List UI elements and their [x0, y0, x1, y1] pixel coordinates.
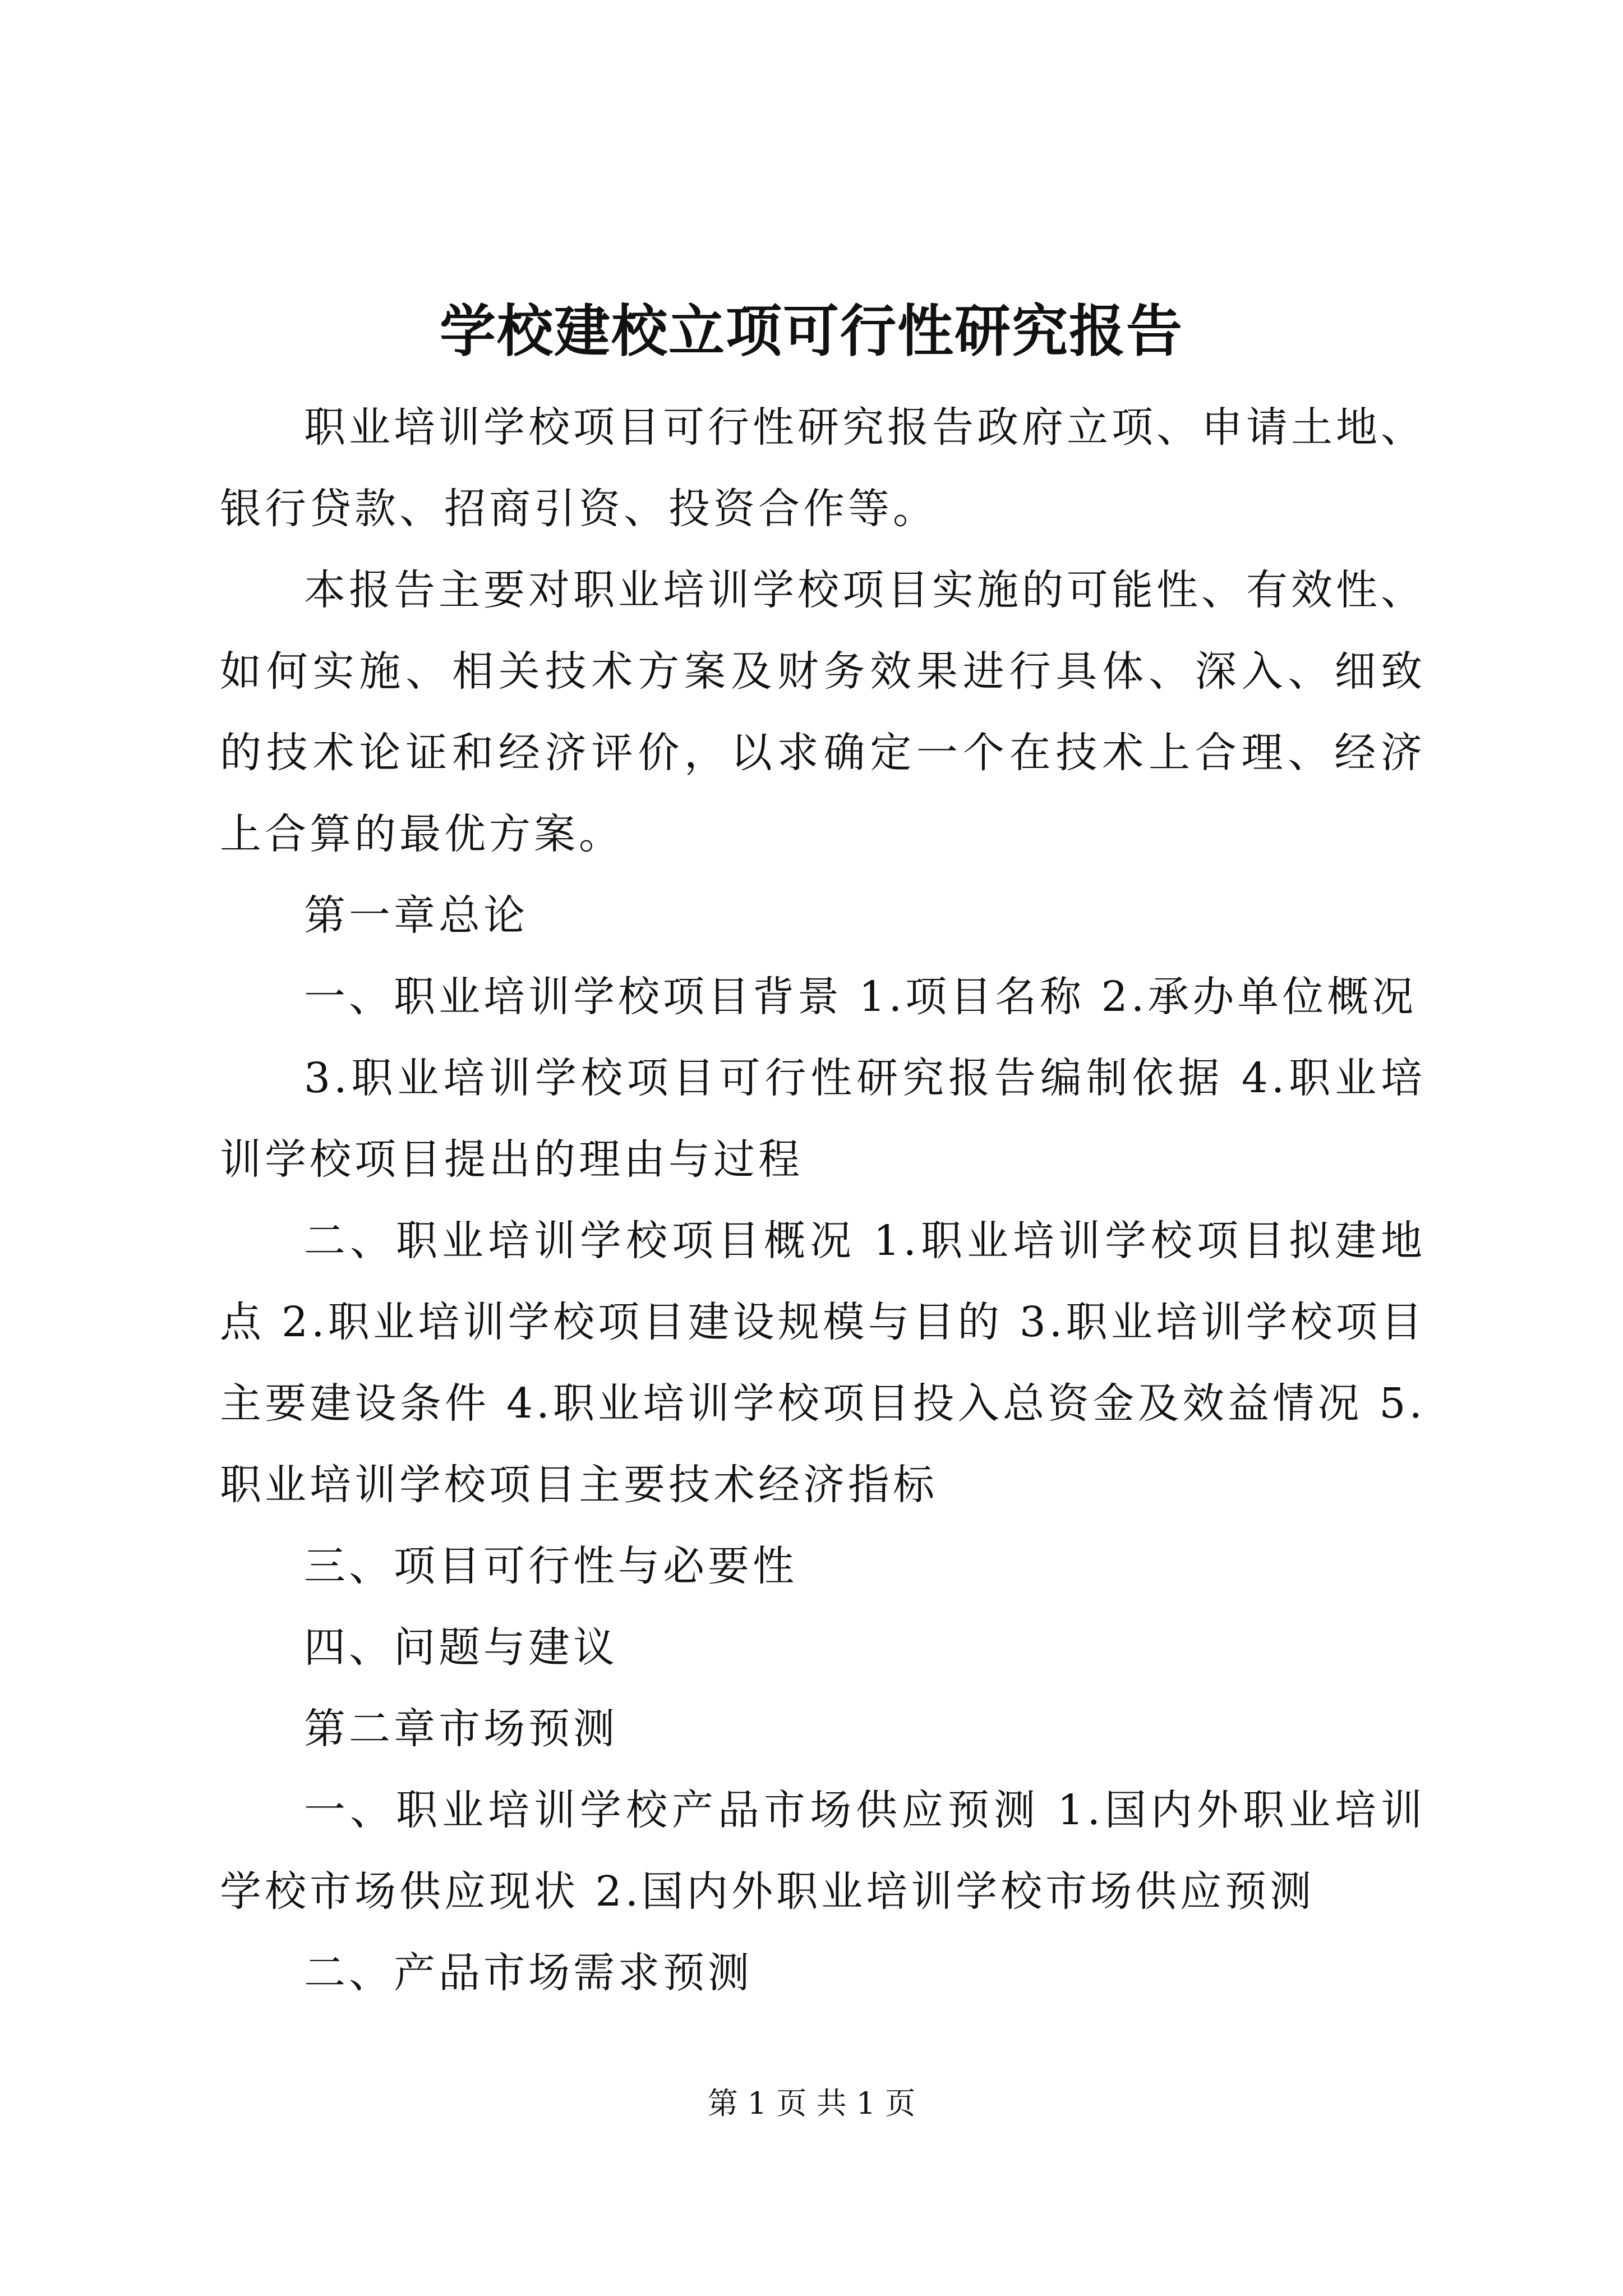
- section-item: 二、职业培训学校项目概况 1.职业培训学校项目拟建地点 2.职业培训学校项目建设规模与目的 3.职业培训学校项目主要建设条件 4.职业培训学校项目投入总资金及效益情况 5.职业培训学校项目主要技术经济指标: [220, 1217, 1426, 1509]
- page-footer: 第 1 页 共 1 页: [707, 2086, 916, 2121]
- section-item: 四、问题与建议: [304, 1623, 618, 1672]
- paragraph: 本报告主要对职业培训学校项目实施的可能性、有效性、如何实施、相关技术方案及财务效果进行具体、深入、细致的技术论证和经济评价，以求确定一个在技术上合理、经济上合算的最优方案。: [220, 566, 1426, 858]
- document-body: [220, 387, 1426, 2014]
- paragraph: 职业培训学校项目可行性研究报告政府立项、申请土地、银行贷款、招商引资、投资合作等。: [220, 403, 1426, 533]
- section-item: 一、职业培训学校项目背景 1.项目名称 2.承办单位概况: [304, 973, 1417, 1021]
- chapter-heading: 第一章总论: [304, 891, 528, 940]
- section-item: 一、职业培训学校产品市场供应预测 1.国内外职业培训学校市场供应现状 2.国内外职业培训学校市场供应预测: [220, 1786, 1426, 1916]
- section-item: 3.职业培训学校项目可行性研究报告编制依据 4.职业培训学校项目提出的理由与过程: [220, 1054, 1426, 1184]
- section-item: 三、项目可行性与必要性: [304, 1542, 797, 1590]
- section-item: 二、产品市场需求预测: [304, 1949, 753, 1997]
- chapter-heading: 第二章市场预测: [304, 1705, 618, 1753]
- document-title: 学校建校立项可行性研究报告: [440, 298, 1183, 364]
